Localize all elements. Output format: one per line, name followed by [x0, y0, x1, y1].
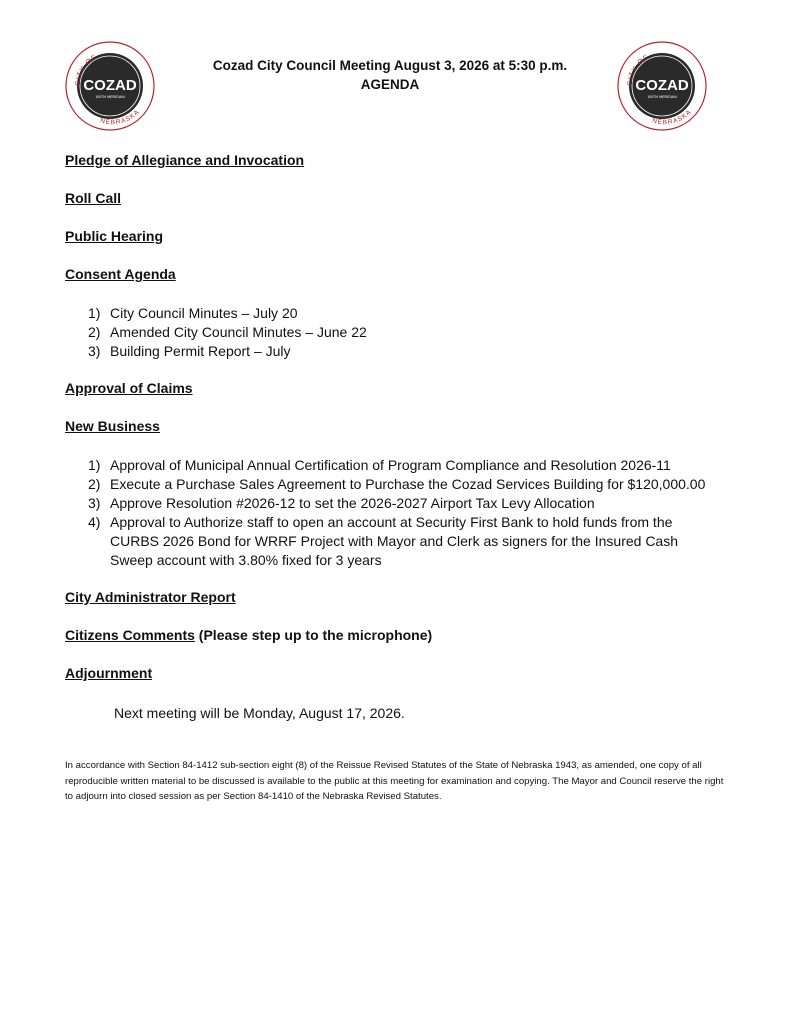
list-item: 3) Building Permit Report – July [88, 343, 291, 359]
svg-text:CITY OF: CITY OF [74, 53, 99, 87]
section-roll-call: Roll Call [65, 190, 122, 206]
city-seal-icon [614, 38, 710, 134]
consent-agenda-list [88, 304, 367, 361]
list-item: 1) Approval of Municipal Annual Certification of Program Compliance and Resolution 2026-11 [88, 457, 671, 473]
citizens-comments-label: Citizens Comments [65, 627, 195, 643]
next-meeting-note: Next meeting will be Monday, August 17, 2026. [114, 705, 405, 721]
svg-text:CITY OF: CITY OF [626, 53, 651, 87]
section-pledge: Pledge of Allegiance and Invocation [65, 152, 305, 168]
svg-text:COZAD: COZAD [635, 77, 689, 94]
section-public-hearing: Public Hearing [65, 228, 164, 244]
section-approval-of-claims: Approval of Claims [65, 380, 193, 396]
meeting-title: Cozad City Council Meeting August 3, 2026 at 5:30 p.m. [212, 58, 568, 73]
svg-text:100TH MERIDIAN: 100TH MERIDIAN [647, 95, 677, 99]
svg-text:NEBRASKA: NEBRASKA [99, 108, 142, 127]
list-item: 3) Approve Resolution #2026-12 to set the 2026-2027 Airport Tax Levy Allocation [88, 495, 595, 511]
svg-text:100TH MERIDIAN: 100TH MERIDIAN [95, 95, 125, 99]
section-city-administrator-report: City Administrator Report [65, 589, 236, 605]
city-logo-right [614, 38, 710, 134]
svg-text:NEBRASKA: NEBRASKA [651, 108, 694, 127]
city-logo-left [62, 38, 158, 134]
list-item: 1) City Council Minutes – July 20 [88, 305, 298, 321]
city-seal-icon [62, 38, 158, 134]
section-citizens-comments [65, 627, 432, 643]
list-item: 4) Approval to Authorize staff to open an account at Security First Bank to hold funds from the CURBS 2026 Bond for WRRF Project with Mayor and Clerk as signers for the Insured Cash Sweep account with 3.80% fixed for 3 years [88, 514, 679, 568]
citizens-comments-note: (Please step up to the microphone) [194, 627, 433, 643]
new-business-list [88, 456, 708, 570]
list-item: 2) Execute a Purchase Sales Agreement to Purchase the Cozad Services Building for $120,000.00 [88, 476, 706, 492]
agenda-title: AGENDA [360, 77, 420, 92]
section-consent-agenda: Consent Agenda [65, 266, 176, 282]
list-item: 2) Amended City Council Minutes – June 22 [88, 324, 367, 340]
section-new-business: New Business [65, 418, 160, 434]
section-adjournment: Adjournment [65, 665, 153, 681]
meeting-header [170, 56, 610, 94]
legal-notice: In accordance with Section 84-1412 sub-section eight (8) of the Reissue Revised Statutes of the State of Nebraska 1943, as amended, one copy of all reproducible written material to be discussed is available to the public at this meeting for examination and copying. The Mayor and Council reserve the right to adjourn into closed session as per Section 84-1410 of the Nebraska Revised Statutes. [65, 760, 724, 802]
svg-text:COZAD: COZAD [83, 77, 137, 94]
